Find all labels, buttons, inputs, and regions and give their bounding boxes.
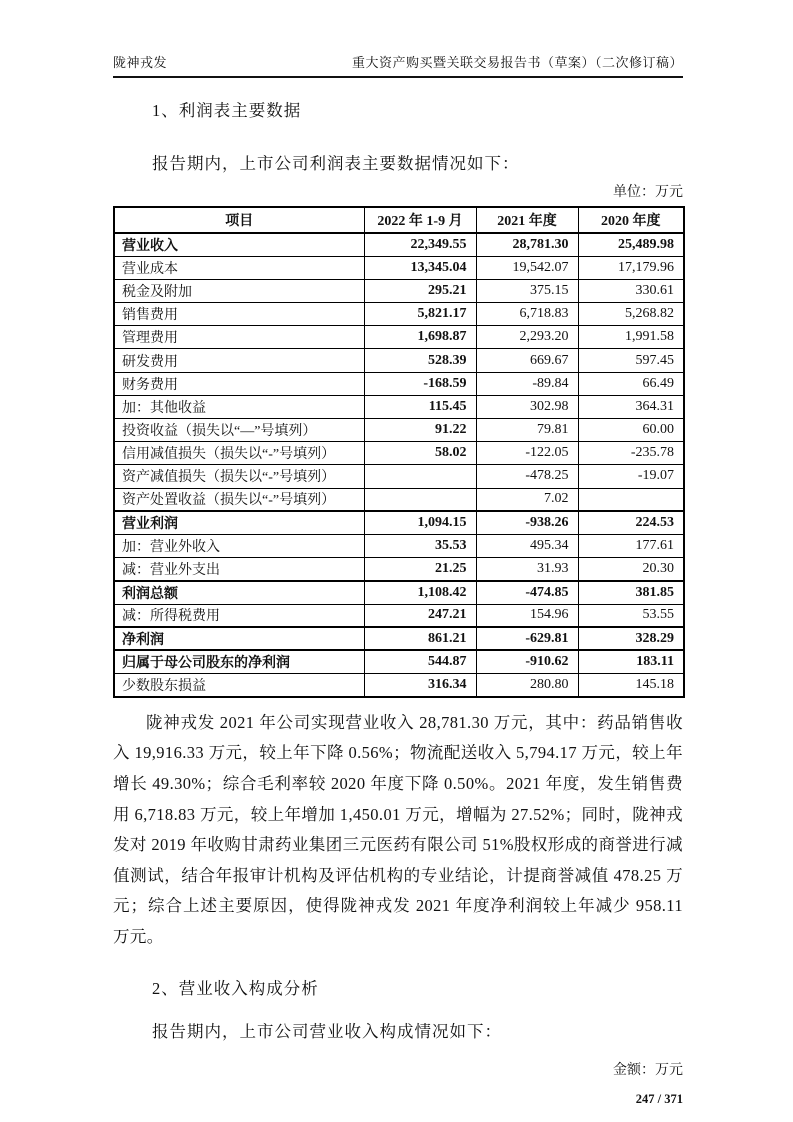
section-2-heading: 2、营业收入构成分析 [152, 978, 319, 998]
table-unit-note: 单位：万元 [613, 185, 683, 200]
row-value-2021: 154.96 [476, 604, 578, 627]
table-row [114, 233, 684, 256]
row-value-2022: -168.59 [364, 372, 476, 395]
row-label: 研发费用 [114, 349, 364, 372]
row-value-2020: 5,268.82 [578, 303, 684, 326]
row-value-2020: 145.18 [578, 674, 684, 697]
section-1-intro: 报告期内，上市公司利润表主要数据情况如下： [152, 154, 520, 173]
row-label: 税金及附加 [114, 279, 364, 302]
section-2-intro: 报告期内，上市公司营业收入构成情况如下： [152, 1021, 502, 1041]
table-row [114, 581, 684, 604]
row-value-2021: -910.62 [476, 650, 578, 673]
row-value-2022: 1,108.42 [364, 581, 476, 604]
row-label: 加：营业外收入 [114, 534, 364, 557]
row-value-2020: 20.30 [578, 558, 684, 581]
table-row [114, 442, 684, 465]
row-value-2021: 6,718.83 [476, 303, 578, 326]
row-value-2022: 5,821.17 [364, 303, 476, 326]
table-row [114, 395, 684, 418]
row-value-2022: 58.02 [364, 442, 476, 465]
row-value-2020: 53.55 [578, 604, 684, 627]
row-value-2021: 280.80 [476, 674, 578, 697]
column-header-2020: 2020 年度 [578, 207, 684, 233]
row-value-2021: -122.05 [476, 442, 578, 465]
analysis-paragraph: 陇神戎发 2021 年公司实现营业收入 28,781.30 万元，其中：药品销售收入 19,916.33 万元，较上年下降 0.56%；物流配送收入 5,794.17 万元，较上年增长 49.30%；综合毛利率较 2020 年度下降 0.50%。2021 年度，发生销售费用 6,718.83 万元，较上年增加 1,450.01 万元，增幅为 27.52%；同时，陇神戎发对 2019 年收购甘肃药业集团三元医药有限公司 51%股权形成的商誉进行减值测试，结合年报审计机构及评估机构的专业结论，计提商誉减值 478.25 万元；综合上述主要原因，使得陇神戎发 2021 年度净利润较上年减少 958.11 万元。 [113, 712, 683, 946]
table-row [114, 279, 684, 302]
row-label: 营业收入 [114, 233, 364, 256]
document-header [113, 52, 683, 78]
table-row [114, 674, 684, 697]
table-row [114, 511, 684, 534]
row-value-2021: 2,293.20 [476, 326, 578, 349]
table-row [114, 372, 684, 395]
row-label: 营业成本 [114, 256, 364, 279]
row-value-2020: 60.00 [578, 419, 684, 442]
row-value-2021: 495.34 [476, 534, 578, 557]
row-value-2022: 1,094.15 [364, 511, 476, 534]
column-header-2021: 2021 年度 [476, 207, 578, 233]
table-row [114, 534, 684, 557]
column-header-item: 项目 [114, 207, 364, 233]
row-label: 投资收益（损失以“—”号填列） [114, 419, 364, 442]
row-label: 销售费用 [114, 303, 364, 326]
row-value-2020: 597.45 [578, 349, 684, 372]
row-value-2020: 364.31 [578, 395, 684, 418]
row-value-2020 [578, 488, 684, 511]
table-row [114, 419, 684, 442]
table-body [114, 233, 684, 697]
row-value-2021: -89.84 [476, 372, 578, 395]
row-value-2021: -629.81 [476, 627, 578, 650]
table-row [114, 558, 684, 581]
row-value-2021: 302.98 [476, 395, 578, 418]
table-row [114, 627, 684, 650]
column-header-2022: 2022 年 1-9 月 [364, 207, 476, 233]
row-value-2021: 28,781.30 [476, 233, 578, 256]
section-1-heading: 1、利润表主要数据 [152, 101, 302, 120]
row-value-2022: 544.87 [364, 650, 476, 673]
row-value-2021: 669.67 [476, 349, 578, 372]
row-label: 管理费用 [114, 326, 364, 349]
row-value-2022: 316.34 [364, 674, 476, 697]
row-value-2020: 177.61 [578, 534, 684, 557]
row-value-2020: 330.61 [578, 279, 684, 302]
row-value-2022: 247.21 [364, 604, 476, 627]
row-label: 减：营业外支出 [114, 558, 364, 581]
row-label: 少数股东损益 [114, 674, 364, 697]
row-value-2020: 1,991.58 [578, 326, 684, 349]
row-value-2021: 79.81 [476, 419, 578, 442]
header-report-title: 重大资产购买暨关联交易报告书（草案）（二次修订稿） [351, 55, 683, 70]
row-value-2021: 7.02 [476, 488, 578, 511]
table-row [114, 604, 684, 627]
row-value-2022: 35.53 [364, 534, 476, 557]
row-value-2021: 375.15 [476, 279, 578, 302]
row-value-2021: -938.26 [476, 511, 578, 534]
row-value-2022: 295.21 [364, 279, 476, 302]
row-value-2020: 25,489.98 [578, 233, 684, 256]
page-number: 247 / 371 [635, 1091, 683, 1106]
row-label: 财务费用 [114, 372, 364, 395]
header-company-name: 陇神戎发 [113, 55, 168, 70]
row-value-2022: 91.22 [364, 419, 476, 442]
row-label: 归属于母公司股东的净利润 [114, 650, 364, 673]
row-label: 净利润 [114, 627, 364, 650]
table-row [114, 326, 684, 349]
table-header-row [114, 207, 684, 233]
row-value-2021: -474.85 [476, 581, 578, 604]
row-value-2022: 13,345.04 [364, 256, 476, 279]
table-row [114, 465, 684, 488]
row-value-2020: -235.78 [578, 442, 684, 465]
table-row [114, 488, 684, 511]
row-value-2022 [364, 465, 476, 488]
row-value-2022: 22,349.55 [364, 233, 476, 256]
table-row [114, 349, 684, 372]
row-value-2022: 21.25 [364, 558, 476, 581]
row-label: 信用减值损失（损失以“-”号填列） [114, 442, 364, 465]
row-label: 利润总额 [114, 581, 364, 604]
row-value-2022: 528.39 [364, 349, 476, 372]
row-value-2022 [364, 488, 476, 511]
table-row [114, 256, 684, 279]
row-value-2020: 224.53 [578, 511, 684, 534]
row-value-2022: 1,698.87 [364, 326, 476, 349]
table-row [114, 303, 684, 326]
row-value-2021: 31.93 [476, 558, 578, 581]
row-value-2021: -478.25 [476, 465, 578, 488]
row-label: 加：其他收益 [114, 395, 364, 418]
row-label: 资产减值损失（损失以“-”号填列） [114, 465, 364, 488]
row-value-2022: 861.21 [364, 627, 476, 650]
row-value-2022: 115.45 [364, 395, 476, 418]
row-value-2020: 328.29 [578, 627, 684, 650]
profit-statement-table [113, 206, 685, 698]
row-value-2020: 183.11 [578, 650, 684, 673]
row-value-2021: 19,542.07 [476, 256, 578, 279]
row-value-2020: 66.49 [578, 372, 684, 395]
row-label: 资产处置收益（损失以“-”号填列） [114, 488, 364, 511]
row-label: 营业利润 [114, 511, 364, 534]
row-value-2020: 17,179.96 [578, 256, 684, 279]
row-value-2020: -19.07 [578, 465, 684, 488]
row-value-2020: 381.85 [578, 581, 684, 604]
next-table-unit-note: 金额：万元 [613, 1062, 683, 1078]
row-label: 减：所得税费用 [114, 604, 364, 627]
table-row [114, 650, 684, 673]
